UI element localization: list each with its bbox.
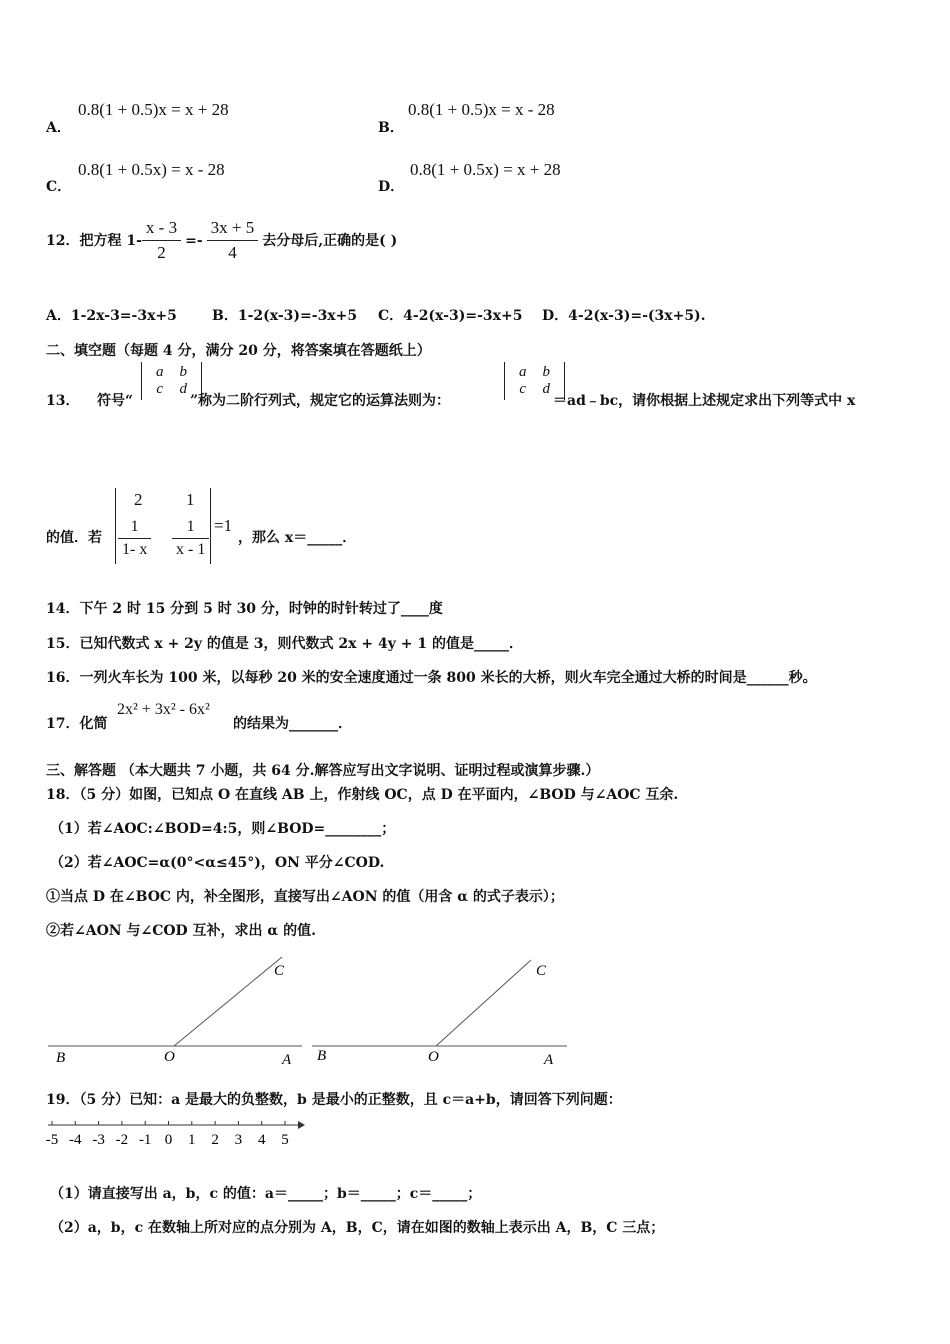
det-b: b (542, 364, 550, 380)
m22-fraction (172, 518, 209, 559)
det-b: b (179, 364, 187, 380)
q13-number: 13． (46, 393, 80, 409)
q11-option-a-equation: 0.8(1 + 0.5)x = x + 28 (78, 100, 229, 119)
m21-denominator: 1- x (122, 541, 148, 558)
q12-option-d: D．4-2(x-3)=-(3x+5). (542, 308, 706, 324)
q12-frac2-numerator: 3x + 5 (207, 218, 259, 241)
q13-text-1: 符号“ (97, 393, 134, 409)
q13-equation-determinant (115, 488, 211, 564)
q11-option-d-equation: 0.8(1 + 0.5x) = x + 28 (410, 160, 561, 179)
q11-option-a-label: A． (46, 120, 71, 136)
q18-stem: 18．（5 分）如图，已知点 O 在直线 AB 上，作射线 OC，点 D 在平面内，∠BOD 与∠AOC 互余. (46, 787, 679, 803)
number-line-tick-label: -1 (138, 1132, 152, 1148)
m21-numerator: 1 (118, 518, 151, 539)
q12-option-b: B．1-2(x-3)=-3x+5 (212, 308, 358, 324)
number-line-tick-label: 0 (164, 1132, 173, 1148)
q17-expression: 2x² + 3x² - 6x² (117, 701, 210, 718)
q14-text: 14．下午 2 时 15 分到 5 时 30 分，时钟的时针转过了____度 (46, 601, 443, 617)
m22-denominator: x - 1 (176, 541, 206, 558)
section-2-heading: 二、填空题（每题 4 分，满分 20 分，将答案填在答题纸上） (46, 343, 431, 359)
q16-text: 16．一列火车长为 100 米，以每秒 20 米的安全速度通过一条 800 米长的大桥，则火车完全通过大桥的时间是______秒。 (46, 670, 817, 686)
q18-part2: （2）若∠AOC=α(0°<α≤45°)，ON 平分∠COD. (50, 855, 385, 871)
ray-oc (436, 960, 531, 1046)
q12-fraction-1 (142, 218, 181, 263)
q18-figure-left (48, 957, 302, 1068)
label-a: A (544, 1052, 554, 1068)
number-line-arrow (298, 1121, 305, 1129)
q19-number-line (40, 1114, 310, 1154)
q18-figure-right (312, 960, 567, 1068)
q12-stem (46, 218, 397, 263)
number-line-tick-label: 2 (211, 1132, 219, 1148)
q11-option-c-label: C． (46, 179, 72, 195)
q11-option-d-label: D． (378, 179, 405, 195)
det-d: d (179, 381, 187, 397)
q13-line2-prefix: 的值．若 (46, 530, 102, 546)
q11-option-b-equation: 0.8(1 + 0.5)x = x - 28 (408, 100, 555, 119)
q18-part2a: ①当点 D 在∠BOC 内，补全图形，直接写出∠AON 的值（用含 α 的式子表示）； (46, 889, 564, 905)
q12-option-a: A．1-2x-3=-3x+5 (46, 308, 177, 324)
number-line-tick-label: -2 (115, 1132, 129, 1148)
q13-text-2: ”称为二阶行列式，规定它的运算法则为： (190, 393, 451, 409)
q17-prefix: 17．化简 (46, 716, 108, 732)
det-c: c (519, 381, 527, 397)
q18-part2b: ②若∠AON 与∠COD 互补，求出 α 的值. (46, 923, 316, 939)
det-a: a (519, 364, 527, 380)
q11-option-b-label: B． (378, 120, 404, 136)
m11: 2 (134, 490, 143, 509)
q13-equals-one: =1 (214, 516, 233, 535)
number-line-tick-label: -4 (69, 1132, 82, 1148)
label-a: A (282, 1052, 292, 1068)
q19-part2: （2）a，b，c 在数轴上所对应的点分别为 A，B，C，请在如图的数轴上表示出 A，B，C 三点； (50, 1220, 665, 1236)
q13-text-3: ＝ad﹣bc，请你根据上述规定求出下列等式中 x (553, 393, 856, 409)
number-line-tick-label: 5 (281, 1132, 289, 1148)
m21-fraction (118, 518, 151, 559)
q12-suffix: 去分母后,正确的是( ) (262, 233, 398, 249)
m22-numerator: 1 (172, 518, 209, 539)
q18-part1: （1）若∠AOC:∠BOD=4:5，则∠BOD=________； (50, 821, 396, 837)
number-line-tick-label: -3 (92, 1132, 105, 1148)
q12-equals: =- (185, 233, 203, 249)
q18-figures (40, 950, 580, 1075)
q15-text: 15．已知代数式 x + 2y 的值是 3，则代数式 2x + 4y + 1 的值是_____． (46, 636, 523, 652)
number-line-tick-label: -5 (45, 1132, 59, 1148)
q11-option-c-equation: 0.8(1 + 0.5x) = x - 28 (78, 160, 225, 179)
m12: 1 (186, 490, 195, 509)
number-line-tick-label: 4 (257, 1132, 266, 1148)
label-c: C (274, 963, 285, 979)
q19-part1: （1）请直接写出 a，b，c 的值：a＝_____；b＝_____；c＝_____； (50, 1186, 482, 1202)
q12-frac1-numerator: x - 3 (142, 218, 181, 241)
label-b: B (56, 1050, 66, 1066)
q17-suffix: 的结果为_______． (233, 716, 352, 732)
section-3-heading: 三、解答题 （本大题共 7 小题，共 64 分.解答应写出文字说明、证明过程或演算步骤.） (46, 763, 600, 779)
q12-frac1-denominator: 2 (157, 243, 166, 262)
q13-line2-suffix: ，那么 x＝_____． (238, 530, 357, 546)
q12-option-c: C．4-2(x-3)=-3x+5 (378, 308, 523, 324)
number-line-tick-label: 3 (234, 1132, 243, 1148)
q12-fraction-2 (207, 218, 259, 263)
q12-frac2-denominator: 4 (228, 243, 237, 262)
label-c: C (536, 963, 547, 979)
label-b: B (317, 1048, 327, 1064)
label-o: O (164, 1049, 175, 1065)
q12-prefix: 12．把方程 1- (46, 233, 142, 249)
q19-stem: 19．（5 分）已知：a 是最大的负整数，b 是最小的正整数，且 c＝a+b，请回答下列问题： (46, 1092, 622, 1108)
number-line-tick-label: 1 (188, 1132, 196, 1148)
det-c: c (156, 381, 164, 397)
det-a: a (156, 364, 164, 380)
ray-oc (174, 957, 282, 1046)
det-d: d (542, 381, 550, 397)
label-o: O (428, 1049, 439, 1065)
